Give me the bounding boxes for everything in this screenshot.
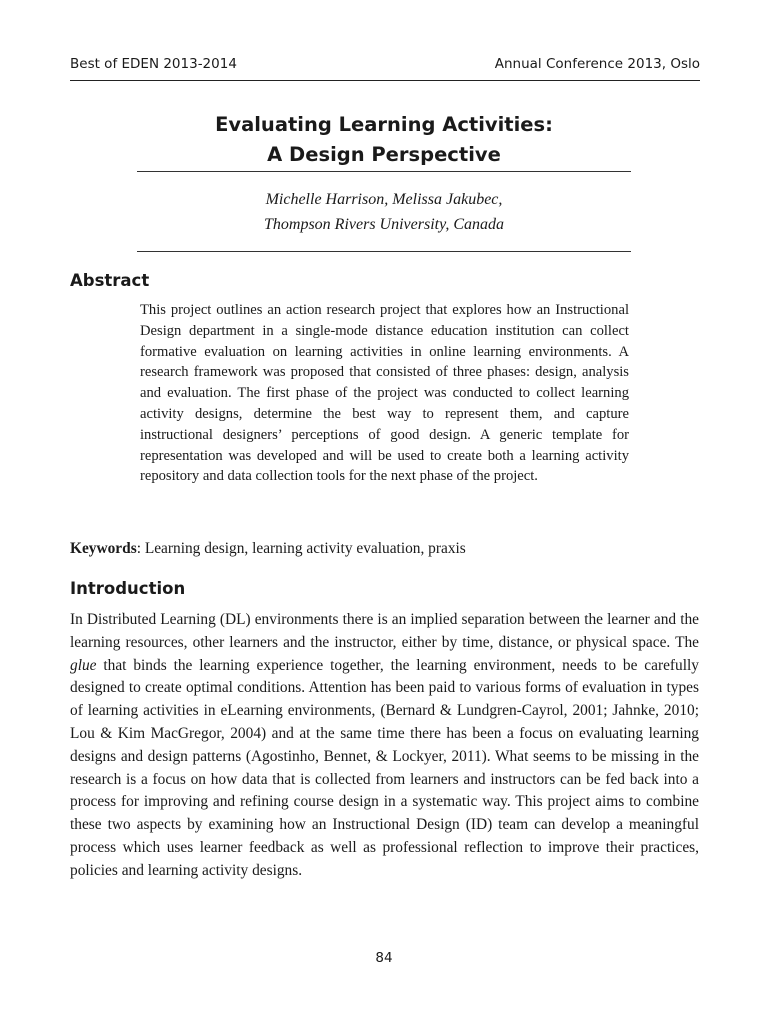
title-line-2: A Design Perspective [267, 143, 501, 166]
title-rule-top [137, 171, 631, 172]
authors-block [0, 187, 768, 237]
intro-text-after: that binds the learning experience together, the learning environment, needs to be carefully designed to create optimal conditions. Attention has been paid to various forms of evaluation in types of learning activities in eLearning environments, (Bernard & Lundgren-Cayrol, 2001; Jahnke, 2010; Lou & Kim MacGregor, 2004) and at the same time there has been a focus on evaluating learning designs and design patterns (Agostinho, Bennet, & Lockyer, 2011). What seems to be missing in the research is a focus on how data that is collected from learners and instructors can be fed back into a process for improving and refining course design in a systematic way. This project aims to combine these two aspects by examining how an Instructional Design (ID) team can develop a meaningful process which uses learner feedback as well as professional reflection to improve their practices, policies and learning activity designs. [70, 656, 699, 879]
keywords-text: : Learning design, learning activity evaluation, praxis [136, 540, 466, 557]
authors-line-1: Michelle Harrison, Melissa Jakubec, [265, 191, 503, 208]
title-line-1: Evaluating Learning Activities: [215, 113, 553, 136]
title-rule-bottom [137, 251, 631, 252]
page-number: 84 [375, 950, 393, 966]
abstract-heading: Abstract [70, 271, 150, 290]
authors-line-2: Thompson Rivers University, Canada [264, 216, 504, 233]
header-rule [70, 80, 700, 81]
header-right: Annual Conference 2013, Oslo [494, 56, 700, 72]
header-left: Best of EDEN 2013-2014 [70, 56, 237, 72]
introduction-body [70, 609, 699, 883]
keywords-label: Keywords [70, 540, 137, 557]
keywords-line [70, 537, 700, 561]
paper-title [0, 110, 768, 170]
introduction-heading: Introduction [70, 579, 186, 598]
intro-emphasis: glue [70, 656, 97, 674]
intro-text-before: In Distributed Learning (DL) environments there is an implied separation between the learner and the learning resources, other learners and the instructor, either by time, distance, or physical space. The [70, 611, 699, 651]
abstract-body: This project outlines an action research project that explores how an Instructional Design department in a single-mode distance education institution can collect formative evaluation on learning activities in online learning environments. A research framework was proposed that consisted of three phases: design, analysis and evaluation. The first phase of the project was conducted to collect learning activity designs, determine the best way to represent them, and capture instructional designers’ perceptions of good design. A generic template for representation was developed and will be used to create both a learning activity repository and data collection tools for the next phase of the project. [140, 302, 629, 485]
running-header [70, 54, 700, 74]
